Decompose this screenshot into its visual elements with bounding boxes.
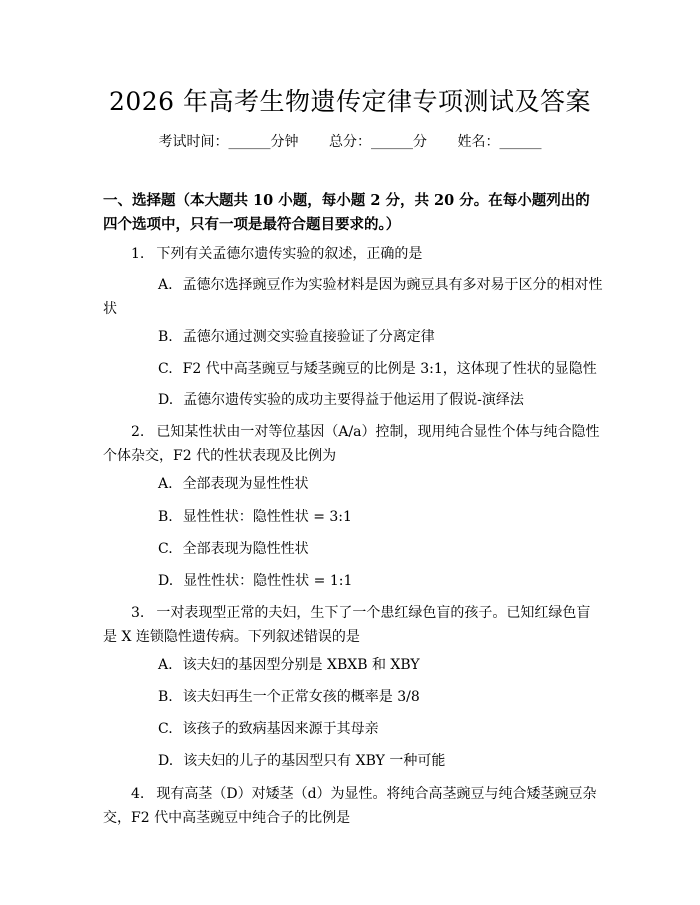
question-1-option-c [103,357,603,381]
question-number: 1. [131,246,145,262]
exam-time-field: 考试时间：______分钟 [158,134,299,150]
option-text: 该孩子的致病基因来源于其母亲 [182,721,379,737]
question-1-option-d [103,388,603,412]
total-score-field: 总分：______分 [329,134,427,150]
option-text: F2 代中高茎豌豆与矮茎豌豆的比例是 3:1，这体现了性状的显隐性 [182,361,597,377]
option-text: 该夫妇的儿子的基因型只有 XBY 一种可能 [183,753,446,769]
question-4 [103,782,603,830]
option-letter: D. [158,753,174,769]
option-text: 显性性状：隐性性状 = 3:1 [182,509,352,525]
question-2-option-b [103,505,603,529]
option-text: 全部表现为隐性性状 [182,541,309,557]
question-2-option-a [103,472,603,496]
option-text: 显性性状：隐性性状 = 1:1 [183,573,353,589]
option-letter: B. [158,509,173,525]
question-2-option-d [103,569,603,593]
option-text: 孟德尔通过测交实验直接验证了分离定律 [182,329,435,345]
question-1-option-a [103,273,603,321]
option-letter: B. [158,689,173,705]
option-letter: A. [158,657,173,673]
question-3 [103,601,603,649]
question-2-option-c [103,537,603,561]
option-letter: D. [158,573,174,589]
option-text: 全部表现为显性性状 [182,476,309,492]
option-letter: A. [158,476,173,492]
section-heading: 一、选择题（本大题共 10 小题，每小题 2 分，共 20 分。在每小题列出的四个选项中，只有一项是最符合题目要求的。） [103,192,590,233]
option-letter: B. [158,329,173,345]
option-text: 孟德尔遗传实验的成功主要得益于他运用了假说-演绎法 [183,392,524,408]
option-letter: C. [158,721,173,737]
question-number: 3. [131,605,145,621]
question-number: 2. [131,424,145,440]
option-text: 孟德尔选择豌豆作为实验材料是因为豌豆具有多对易于区分的相对性状 [103,277,603,317]
question-number: 4. [131,786,145,802]
option-text: 该夫妇再生一个正常女孩的概率是 3/8 [182,689,420,705]
option-letter: C. [158,541,173,557]
question-3-option-b [103,685,603,709]
student-name-field: 姓名：______ [457,134,542,150]
question-3-option-d [103,749,603,773]
question-3-option-c [103,717,603,741]
option-letter: A. [158,277,173,293]
option-letter: C. [158,361,173,377]
option-text: 该夫妇的基因型分别是 XBXB 和 XBY [182,657,420,673]
question-text: 下列有关孟德尔遗传实验的叙述，正确的是 [156,246,423,262]
exam-info-row [0,131,700,151]
question-text: 一对表现型正常的夫妇，生下了一个患红绿色盲的孩子。已知红绿色盲是 X 连锁隐性遗传病。下列叙述错误的是 [103,605,591,645]
option-letter: D. [158,392,174,408]
question-text: 现有高茎（D）对矮茎（d）为显性。将纯合高茎豌豆与纯合矮茎豌豆杂交，F2 代中高茎豌豆中纯合子的比例是 [103,786,597,826]
page-title: 2026 年高考生物遗传定律专项测试及答案 [108,87,592,116]
question-2 [103,420,603,468]
question-3-option-a [103,653,603,677]
question-text: 已知某性状由一对等位基因（A/a）控制，现用纯合显性个体与纯合隐性个体杂交，F2 代的性状表现及比例为 [103,424,600,464]
question-1-option-b [103,325,603,349]
question-1 [103,242,603,266]
